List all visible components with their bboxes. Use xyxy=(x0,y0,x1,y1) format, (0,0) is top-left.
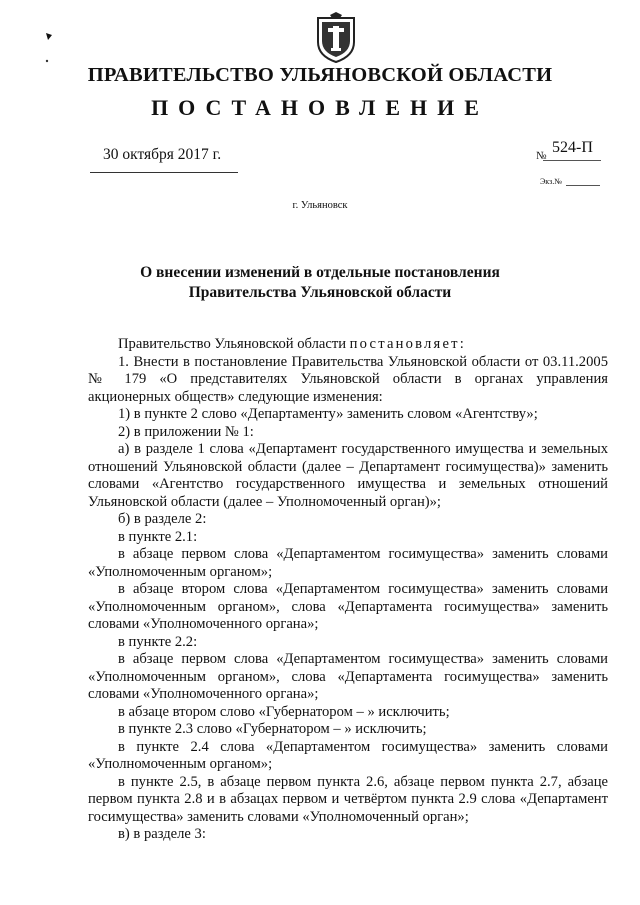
paragraph: в пункте 2.1: xyxy=(118,528,198,545)
paragraph: в) в разделе 3: xyxy=(118,826,206,842)
intro-paragraph xyxy=(88,336,608,354)
paragraph: в пункте 2.4 слова «Департаментом госимущества» заменить словами «Уполномоченным органом»; xyxy=(88,738,608,772)
title-line: Правительства Ульяновской области xyxy=(188,284,452,301)
number-label: № xyxy=(536,150,547,162)
paragraph: 1) в пункте 2 слово «Департаменту» заменить словом «Агентству»; xyxy=(118,406,538,422)
city: г. Ульяновск xyxy=(292,200,348,211)
paragraph: в абзаце первом слова «Департаментом госимущества» заменить словами «Уполномоченным органом»; xyxy=(88,546,608,580)
title-line: О внесении изменений в отдельные постановления xyxy=(140,264,500,281)
document-type: ПОСТАНОВЛЕНИЕ xyxy=(151,95,489,120)
copy-number-underline xyxy=(566,185,600,186)
number-underline xyxy=(543,160,601,161)
paragraph: в пункте 2.3 слово «Губернатором – » исключить; xyxy=(118,721,427,737)
document-title xyxy=(60,263,580,303)
paragraph: 1. Внести в постановление Правительства Ульяновской области от 03.11.2005 № 179 «О представителях Ульяновской области в органах управления акционерных обществ» следующие изменения: xyxy=(88,353,608,405)
document-number: 524-П xyxy=(552,139,593,156)
document-date: 30 октября 2017 г. xyxy=(103,146,222,163)
intro-prefix: Правительство Ульяновской области xyxy=(118,336,350,352)
paragraph: б) в разделе 2: xyxy=(118,511,207,527)
coat-of-arms-emblem xyxy=(314,12,358,64)
document-body xyxy=(88,336,608,844)
paragraph: а) в разделе 1 слова «Департамент государственного имущества и земельных отношений Ульяновской области (далее – Департамент госимущества)» заменить словами «Агентство государственного имущества и земельных отношений Ульяновской области (далее – Уполномоченный орган)»; xyxy=(88,441,608,510)
paragraph: в пункте 2.2: xyxy=(118,633,198,650)
paragraph: в абзаце втором слово «Губернатором – » исключить; xyxy=(118,703,450,720)
copy-number-label: Экз.№ xyxy=(540,177,562,186)
resolves-word: постановляет xyxy=(349,336,460,352)
date-underline xyxy=(90,172,238,173)
paragraph: в абзаце втором слова «Департаментом госимущества» заменить словами «Уполномоченным органом», слова «Департамента госимущества» заменить словами «Уполномоченного органа»; xyxy=(88,581,608,632)
intro-colon: : xyxy=(459,336,464,352)
paragraph: 2) в приложении № 1: xyxy=(118,423,254,440)
paragraph: в пункте 2.5, в абзаце первом пункта 2.6, абзаце первом пункта 2.7, абзаце первом пункта 2.8 и в абзацах первом и четвёртом пункта 2.9 слова «Департамент госимущества» заменить словами «Уполномоченный орган»; xyxy=(88,773,608,825)
paragraph: в абзаце первом слова «Департаментом госимущества» заменить словами «Уполномоченным органом», слова «Департамента госимущества» заменить словами «Уполномоченного органа»; xyxy=(88,651,608,702)
government-name: ПРАВИТЕЛЬСТВО УЛЬЯНОВСКОЙ ОБЛАСТИ xyxy=(87,64,553,86)
